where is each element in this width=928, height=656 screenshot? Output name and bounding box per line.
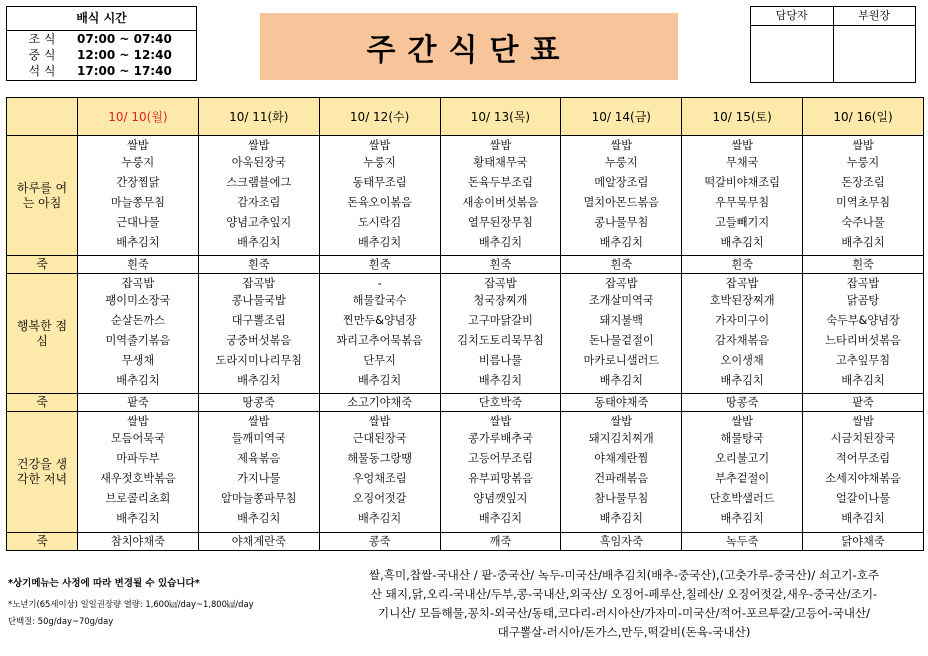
dish-item: 양념고추잎지 [226,215,292,229]
porridge-cell: 깨죽 [440,533,561,551]
menu-cell [682,412,803,533]
dish-item: 잡곡밥 [846,276,880,290]
dish-item: 배추김치 [116,235,160,249]
porridge-cell: 닭야채죽 [803,533,924,551]
menu-cell [682,274,803,394]
dish-item: 아욱된장국 [231,155,286,169]
dish-item: 쌀밥 [489,138,512,152]
dish-item: 건파래볶음 [594,472,649,485]
approval-column [833,7,916,82]
dish-item: 알마늘쫑파무침 [220,492,297,505]
dish-item: 근대나물 [116,215,160,229]
section-label: 건강을 생각한 저녁 [16,457,68,486]
dish-item: 배추김치 [357,235,402,249]
dish-item: 조개살미역국 [588,293,654,307]
dish-item: 도시락김 [357,215,402,229]
porridge-cell: 흰죽 [803,256,924,274]
dish-item: 배추김치 [599,373,643,387]
menu-cell [198,136,319,256]
porridge-cell: 참치야채죽 [78,533,199,551]
origin-line: 산 돼지,닭,오리-국내산/두부,콩-국내산,외국산/ 오징어-페루산,칠레산/ 오징어젓갈,새우-중국산/조기- [370,587,878,601]
dish-item: 쌀밥 [127,415,149,428]
dish-item: 느타리버섯볶음 [825,333,901,347]
porridge-cell: 야채계란죽 [198,533,319,551]
menu-change-note: *상기메뉴는 사정에 따라 변경될 수 있습니다* [8,578,200,589]
dish-item: 해물탕국 [720,432,764,445]
day-header: 10/ 14(금) [561,98,682,136]
dish-item: 멸치아몬드볶음 [583,195,660,209]
dish-item: 고구마닭갈비 [468,313,533,327]
dish-item: 배추김치 [116,512,160,525]
dish-item: 배추김치 [237,512,281,525]
dish-item: 간장찜닭 [116,175,160,189]
dish-item: 근대된장국 [352,432,407,445]
dish-item: 배추김치 [237,373,281,387]
origin-line: 기니산/ 모듬해물,꽁치-외국산/동태,코다리-러시아산/가자미-미국산/적어-포르투갈/고등어-국내산/ [377,606,871,620]
porridge-cell: 단호박죽 [440,394,561,412]
day-header: 10/ 16(일) [803,98,924,136]
dish-item: 돈나물겉절이 [588,333,654,347]
meal-time: 17:00 ~ 17:40 [77,64,172,78]
dish-item: 가지나물 [237,472,281,485]
corner-cell [7,98,78,136]
dish-item: 쌀밥 [731,138,753,152]
dish-item: 얼갈이나물 [836,492,891,505]
dish-item: 오이생채 [720,353,764,367]
dish-item: 배추김치 [478,235,523,249]
title-banner [260,13,678,80]
origin-info [322,566,926,642]
dish-item: 제육볶음 [237,452,281,465]
menu-cell [803,412,924,533]
dish-item: 쌀밥 [610,138,633,152]
menu-cell [803,136,924,256]
dish-item: 쌀밥 [127,138,149,152]
dish-item: 떡갈비야채조림 [704,175,780,189]
menu-table [6,97,924,551]
dish-item: 돼지불백 [599,313,643,327]
dish-item: 쌀밥 [852,415,874,428]
porridge-row [7,533,924,551]
menu-cell [561,274,682,394]
menu-cell [561,136,682,256]
dish-item: 배추김치 [841,512,885,525]
origin-line: 쌀,흑미,찹쌀-국내산 / 팥-중국산/ 녹두-미국산/배추김치(배추-중국산),(고춧가루-중국산)/ 쇠고기-호주 [368,568,880,582]
day-header: 10/ 12(수) [319,98,440,136]
dish-item: 닭곰탕 [846,293,880,307]
porridge-cell: 흰죽 [561,256,682,274]
dish-item: 잡곡밥 [484,276,517,290]
dish-item: 미역줄기볶음 [105,333,171,347]
dish-item: 누룽지 [846,155,880,169]
section-label-cell [7,136,78,256]
lunch-row [7,274,924,394]
dish-item: 배추김치 [478,373,523,387]
section-label: 죽 [7,533,78,551]
menu-cell [561,412,682,533]
dish-item: 돈장조림 [841,175,885,189]
day-header: 10/ 10(월) [78,98,199,136]
porridge-row [7,394,924,412]
dish-item: 비름나물 [478,353,523,367]
origin-line: 대구뽈살-러시아/돈가스,만두,떡갈비(돈육-국내산) [497,625,751,639]
dish-item: 숙주나물 [841,215,885,229]
dish-item: 돈육오이볶음 [347,195,413,209]
dish-item: 배추김치 [478,512,523,525]
day-header-row [7,98,924,136]
dish-item: 도라지미나리무침 [215,353,302,367]
dish-item: 참나물무침 [594,492,649,505]
calorie-note: *노년기(65세이상) 일일권장량 열량: 1,600㎉/day~1,800㎉/day [8,599,254,609]
dish-item: 잡곡밥 [725,276,759,290]
porridge-cell: 땅콩죽 [682,394,803,412]
dish-item: 미역초무침 [836,195,891,209]
menu-cell [319,136,440,256]
dish-item: 들깨미역국 [231,432,286,445]
dish-item: 고들빼기지 [715,215,770,229]
section-label-cell [7,412,78,533]
dish-item: 쌀밥 [610,415,633,428]
dish-item: 가자미구이 [715,313,770,327]
dish-item: 쌀밥 [731,415,753,428]
dish-item: 잡곡밥 [121,276,155,290]
porridge-cell: 팥죽 [78,394,199,412]
porridge-cell: 동태야채죽 [561,394,682,412]
porridge-cell: 흰죽 [78,256,199,274]
dish-item: 김치도토리묵무침 [457,333,544,347]
menu-cell [319,412,440,533]
dish-item: 적어무조림 [836,452,891,465]
dish-item: 황태채무국 [473,155,528,169]
section-label: 하루를 여는 아침 [16,180,68,210]
approval-column [751,7,833,82]
dish-item: 새우젓호박볶음 [100,472,176,485]
menu-cell [803,274,924,394]
dish-item: 찐만두&양념장 [342,313,417,327]
dish-item: 돼지김치찌개 [588,432,654,445]
porridge-cell: 흑임자죽 [561,533,682,551]
dish-item: 유부피망볶음 [468,472,533,485]
dish-item: 쌀밥 [247,415,270,428]
dish-item: 양념깻잎지 [473,492,528,505]
dish-item: 시금치된장국 [830,432,896,445]
dish-item: 단호박샐러드 [709,492,775,505]
dish-item: 콩나물무침 [594,215,649,229]
dish-item: 배추김치 [841,373,885,387]
notes-block [8,575,328,630]
dish-item: 스크램블에그 [226,175,292,189]
dish-item: 고추잎무침 [836,353,891,367]
menu-cell [198,274,319,394]
dish-item: 쌀밥 [368,138,391,152]
dish-item: 배추김치 [237,235,281,249]
dish-item: 오리불고기 [715,452,770,465]
dish-item: 배추김치 [720,373,764,387]
dish-item: 누룽지 [121,155,155,169]
section-label-cell [7,274,78,394]
dish-item: 감자조림 [237,195,281,209]
dish-item: 배추김치 [116,373,160,387]
dish-item: 돈육두부조림 [468,175,533,189]
menu-cell [78,274,199,394]
dish-item: - [377,276,382,290]
dish-item: 콩나물국밥 [231,293,286,307]
dish-item: 팽이미소장국 [105,293,171,307]
menu-cell [78,412,199,533]
meal-label: 석 식 [28,64,56,78]
dish-item: 꽈리고추어묵볶음 [336,333,423,347]
protein-note: 단백질: 50g/day~70g/day [8,616,114,626]
dish-item: 마파두부 [116,452,160,465]
dish-item: 배추김치 [720,235,764,249]
menu-cell [198,412,319,533]
section-label: 죽 [7,394,78,412]
dish-item: 열무된장무침 [468,215,533,229]
meal-label: 조 식 [28,32,56,46]
meal-label: 중 식 [28,48,56,62]
section-label: 행복한 점심 [16,318,68,348]
dish-item: 콩가루배추국 [468,432,533,445]
approval-header: 담당자 [751,7,833,26]
dish-item: 숙두부&양념장 [826,313,900,327]
dish-item: 잡곡밥 [242,276,275,290]
porridge-cell: 녹두죽 [682,533,803,551]
menu-cell [440,412,561,533]
day-header: 10/ 13(목) [440,98,561,136]
dish-item: 순살돈까스 [110,313,165,327]
menu-cell [319,274,440,394]
approval-box [750,6,916,83]
dish-item: 호박된장찌개 [709,293,775,307]
dish-item: 누룽지 [363,155,396,169]
porridge-row [7,256,924,274]
dish-item: 청국장찌개 [473,293,528,307]
dish-item: 해물칼국수 [352,293,407,307]
porridge-cell: 흰죽 [198,256,319,274]
dish-item: 누룽지 [605,155,638,169]
meal-time-box [6,6,197,81]
signature-area [751,26,833,82]
dish-item: 감자채볶음 [715,333,770,347]
dish-item: 쌀밥 [852,138,874,152]
porridge-cell: 땅콩죽 [198,394,319,412]
porridge-cell: 흰죽 [440,256,561,274]
breakfast-row [7,136,924,256]
dish-item: 대구뽈조림 [231,313,286,327]
dish-item: 궁중버섯볶음 [226,333,292,347]
porridge-cell: 흰죽 [682,256,803,274]
dish-item: 우무묵무침 [715,195,770,209]
dish-item: 동태무조림 [352,175,407,189]
signature-area [834,26,916,82]
dish-item: 소세지야채볶음 [825,472,901,485]
page-title: 주간식단표 [366,32,572,68]
dish-item: 단무지 [363,353,396,367]
approval-header: 부원장 [834,7,916,26]
dish-item: 마카로니샐러드 [583,353,660,367]
meal-time-row [7,63,196,79]
dish-item: 우엉채조림 [352,472,407,485]
menu-cell [78,136,199,256]
dish-item: 배추김치 [599,512,643,525]
menu-cell [440,274,561,394]
menu-cell [682,136,803,256]
dish-item: 고등어무조림 [468,452,533,465]
menu-cell [440,136,561,256]
dish-item: 마늘쫑무침 [110,195,165,209]
dish-item: 쌀밥 [368,415,391,428]
dish-item: 무채국 [725,155,759,169]
meal-time-title: 배식 시간 [7,7,196,31]
dish-item: 배추김치 [357,512,402,525]
section-label: 죽 [7,256,78,274]
meal-time-row [7,31,196,47]
dish-item: 메알장조림 [594,175,649,189]
porridge-cell: 팥죽 [803,394,924,412]
dish-item: 배추김치 [841,235,885,249]
dish-item: 쌀밥 [489,415,512,428]
meal-time-row [7,47,196,63]
meal-time: 12:00 ~ 12:40 [77,48,172,62]
dish-item: 잡곡밥 [605,276,638,290]
dish-item: 배추김치 [357,373,402,387]
dish-item: 무생채 [121,353,155,367]
dish-item: 부추겉절이 [715,472,770,485]
dish-item: 야채계란찜 [594,452,649,465]
dish-item: 오징어젓갈 [352,492,407,505]
dinner-row [7,412,924,533]
porridge-cell: 흰죽 [319,256,440,274]
dish-item: 브로콜리초회 [105,492,171,505]
dish-item: 새송이버섯볶음 [462,195,539,209]
meal-time: 07:00 ~ 07:40 [77,32,172,46]
dish-item: 쌀밥 [247,138,270,152]
dish-item: 배추김치 [599,235,643,249]
day-header: 10/ 15(토) [682,98,803,136]
dish-item: 해물동그랑땡 [347,452,413,465]
dish-item: 모듬어묵국 [110,432,165,445]
porridge-cell: 콩죽 [319,533,440,551]
dish-item: 배추김치 [720,512,764,525]
day-header: 10/ 11(화) [198,98,319,136]
porridge-cell: 소고기야채죽 [319,394,440,412]
